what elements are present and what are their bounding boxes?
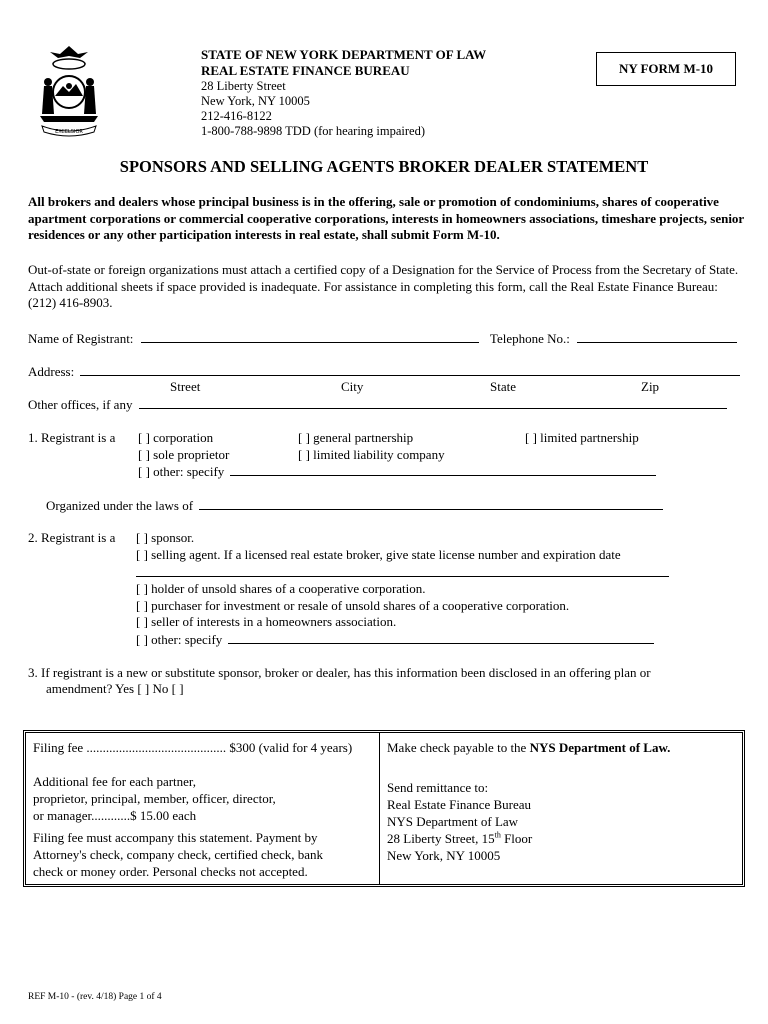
q1-option-sole-proprietor[interactable]: [ ] sole proprietor bbox=[138, 447, 230, 462]
q1-option-llc[interactable]: [ ] limited liability company bbox=[298, 447, 445, 462]
agency-name: STATE OF NEW YORK DEPARTMENT OF LAW bbox=[201, 47, 487, 62]
telephone-label: Telephone No.: bbox=[489, 331, 570, 346]
remit-line-1: Send remittance to: bbox=[387, 780, 489, 795]
page-footer: REF M-10 - (rev. 4/18) Page 1 of 4 bbox=[28, 992, 162, 1002]
registrant-name-field[interactable] bbox=[141, 330, 479, 343]
organized-label: Organized under the laws of bbox=[46, 498, 194, 513]
address-line-2: New York, NY 10005 bbox=[201, 94, 310, 108]
q1-option-general-partnership[interactable]: [ ] general partnership bbox=[298, 430, 414, 445]
q2-option-holder[interactable]: [ ] holder of unsold shares of a cooperative corporation. bbox=[136, 581, 426, 596]
seal-motto: EXCELSIOR bbox=[55, 129, 83, 135]
telephone-field[interactable] bbox=[577, 330, 737, 343]
q2-option-other-row bbox=[136, 631, 654, 648]
payable-name: NYS Department of Law. bbox=[529, 740, 671, 755]
intro-paragraph: Out-of-state or foreign organizations must attach a certified copy of a Designation for the Service of Process from the Secretary of State. Attach additional sheets if space provided is inadequate. For assistance in completing this form, call the Real Estate Finance Bureau: (212) 416-8903. bbox=[28, 262, 739, 310]
form-title: SPONSORS AND SELLING AGENTS BROKER DEALER STATEMENT bbox=[119, 157, 649, 176]
q3-line-1: 3. If registrant is a new or substitute sponsor, broker or dealer, has this information been disclosed in an offering plan or bbox=[28, 665, 651, 680]
payment-note-1: Filing fee must accompany this statement. Payment by bbox=[33, 830, 318, 845]
payable-line bbox=[387, 740, 670, 757]
tdd-number: 1-800-788-9898 TDD (for hearing impaired) bbox=[201, 124, 426, 138]
payable-prefix: Make check payable to the bbox=[387, 740, 530, 755]
payment-note-2: Attorney's check, company check, certified check, bank bbox=[33, 847, 324, 862]
other-offices-label: Other offices, if any bbox=[28, 397, 133, 412]
q2-option-purchaser[interactable]: [ ] purchaser for investment or resale of unsold shares of a cooperative corporation. bbox=[136, 598, 570, 613]
registrant-name-label: Name of Registrant: bbox=[28, 331, 134, 346]
payment-note-3: check or money order. Personal checks not accepted. bbox=[33, 864, 308, 879]
q1-option-limited-partnership[interactable]: [ ] limited partnership bbox=[525, 430, 639, 445]
address-field[interactable] bbox=[80, 363, 740, 376]
other-offices-field[interactable] bbox=[139, 396, 727, 409]
zip-caption: Zip bbox=[641, 379, 660, 394]
q2-option-selling-agent[interactable]: [ ] selling agent. If a licensed real estate broker, give state license number and expiration date bbox=[136, 547, 621, 562]
q3-line-2[interactable]: amendment? Yes [ ] No [ ] bbox=[46, 681, 184, 696]
remit-street: 28 Liberty Street, 15 bbox=[387, 831, 495, 846]
q2-option-other[interactable]: [ ] other: specify bbox=[136, 632, 223, 647]
q1-option-other[interactable]: [ ] other: specify bbox=[138, 464, 225, 479]
q2-option-seller[interactable]: [ ] seller of interests in a homeowners association. bbox=[136, 614, 397, 629]
organized-field[interactable] bbox=[199, 497, 663, 510]
remit-line-5: New York, NY 10005 bbox=[387, 848, 501, 863]
address-label: Address: bbox=[28, 364, 75, 379]
registrant-name-row bbox=[28, 330, 737, 347]
additional-fee-1: Additional fee for each partner, bbox=[33, 774, 196, 789]
q2-license-row bbox=[136, 564, 669, 581]
remit-floor: Floor bbox=[500, 831, 533, 846]
filing-fee-line: Filing fee ........................................... $300 (valid for 4 years) bbox=[33, 740, 353, 755]
q1-label: 1. Registrant is a bbox=[28, 430, 116, 445]
other-offices-row bbox=[28, 396, 727, 413]
additional-fee-3: or manager............$ 15.00 each bbox=[33, 808, 197, 823]
state-seal-image bbox=[36, 44, 102, 140]
fee-box bbox=[23, 730, 745, 887]
city-caption: City bbox=[341, 379, 364, 394]
form-id-box: NY FORM M-10 bbox=[596, 52, 736, 86]
address-row bbox=[28, 363, 740, 380]
remit-floor-suffix: th bbox=[494, 830, 501, 840]
remittance-panel bbox=[380, 733, 742, 884]
remit-line-2: Real Estate Finance Bureau bbox=[387, 797, 532, 812]
q2-other-specify-field[interactable] bbox=[228, 631, 654, 644]
q1-option-other-row bbox=[138, 463, 656, 480]
remit-line-3: NYS Department of Law bbox=[387, 814, 519, 829]
additional-fee-2: proprietor, principal, member, officer, director, bbox=[33, 791, 276, 806]
q1-option-corporation[interactable]: [ ] corporation bbox=[138, 430, 214, 445]
address-line-1: 28 Liberty Street bbox=[201, 79, 286, 93]
phone-number: 212-416-8122 bbox=[201, 109, 272, 123]
q1-other-specify-field[interactable] bbox=[230, 463, 656, 476]
organized-row bbox=[46, 497, 663, 514]
q2-option-sponsor[interactable]: [ ] sponsor. bbox=[136, 530, 195, 545]
intro-bold-paragraph: All brokers and dealers whose principal business is in the offering, sale or promotion of condominiums, shares of cooperative apartment corporations or commercial cooperative corporations, interests in homeowners associations, timeshare projects, senior residences or any other participation interests in real estate, shall submit Form M-10. bbox=[28, 194, 744, 242]
state-caption: State bbox=[490, 379, 516, 394]
q2-label: 2. Registrant is a bbox=[28, 530, 116, 545]
street-caption: Street bbox=[170, 379, 201, 394]
remit-line-4 bbox=[387, 831, 532, 848]
agency-header bbox=[201, 47, 486, 139]
fee-info-panel bbox=[26, 733, 380, 884]
bureau-name: REAL ESTATE FINANCE BUREAU bbox=[201, 63, 410, 78]
q2-license-field[interactable] bbox=[136, 564, 669, 577]
